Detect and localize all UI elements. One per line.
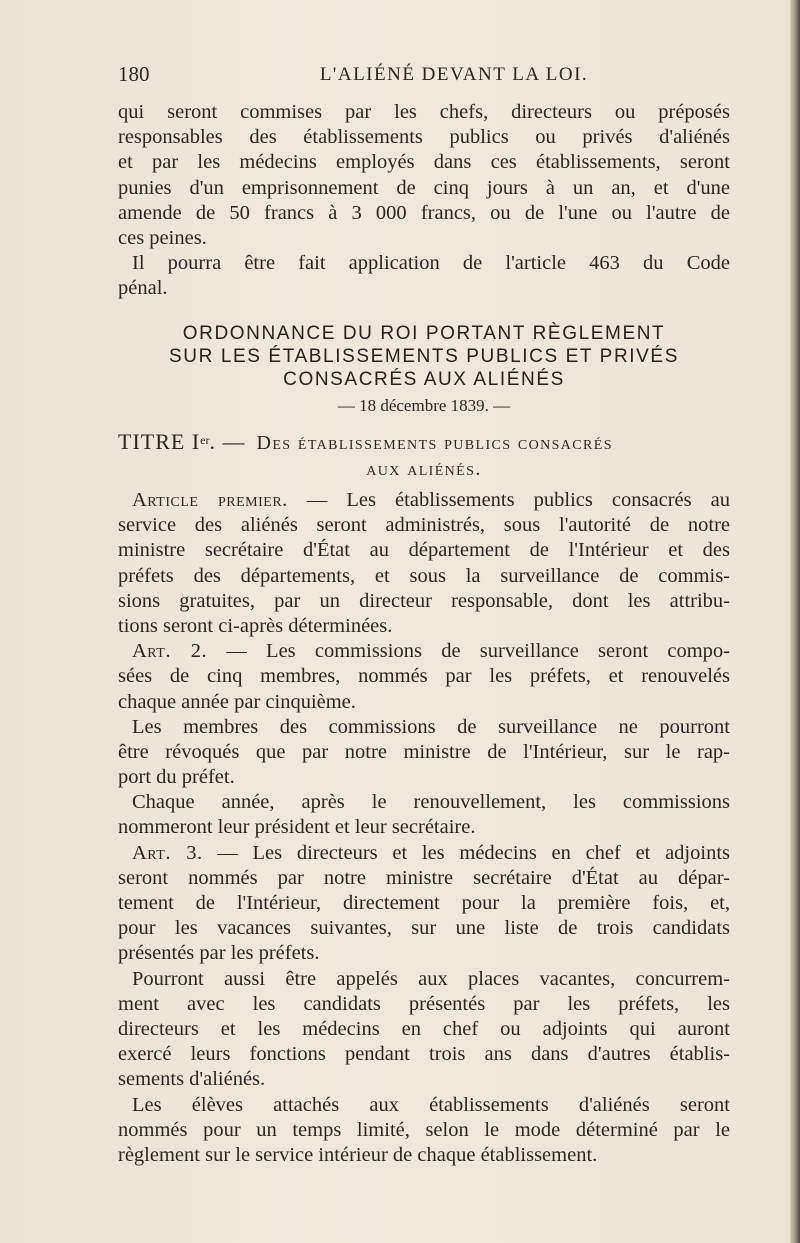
text-line: port du préfet. — [118, 766, 235, 789]
text-line: Les élèves attachés aux établissements d'aliénés seront — [132, 1093, 730, 1116]
article-3-first-line — [118, 841, 730, 866]
titre-sup: er — [200, 433, 210, 447]
text-line: tions seront ci-après déterminées. — [118, 614, 393, 637]
page-header — [118, 62, 730, 92]
ordonnance-title — [118, 322, 730, 391]
ordonnance-title-line: SUR LES ÉTABLISSEMENTS PUBLICS ET PRIVÉS — [169, 346, 679, 367]
text-line: pour les vacances suivantes, sur une liste de trois candidats — [118, 917, 730, 940]
text-line: préfets des départements, et sous la surveillance de commis- — [118, 564, 730, 587]
titre-label: TITRE I — [118, 429, 201, 454]
text-line: responsables des établissements publics ou privés d'aliénés — [118, 126, 730, 149]
text-line: Les membres des commissions de surveillance ne pourront — [132, 715, 730, 738]
text-line: règlement sur le service intérieur de chaque établissement. — [118, 1143, 598, 1166]
text-line: être révoqués que par notre ministre de l'Intérieur, sur le rap- — [118, 740, 730, 763]
article-3-text: — Les directeurs et les médecins en chef et adjoints — [217, 841, 730, 864]
article-1-text: — Les établissements publics consacrés au — [306, 489, 730, 511]
titre-heading-line2: aux aliénés. — [366, 458, 482, 480]
text-line: pénal. — [118, 277, 168, 300]
text-line: ministre secrétaire d'État au département de l'Intérieur et des — [118, 539, 730, 562]
article-1-label: Article premier. — [132, 489, 288, 511]
text-line: punies d'un emprisonnement de cinq jours à un an, et d'une — [118, 176, 730, 199]
text-line: sions gratuites, par un directeur responsable, dont les attribu- — [118, 589, 730, 612]
titre-dash: . — — [209, 429, 246, 454]
text-line: sées de cinq membres, nommés par les préfets, et renouvelés — [118, 665, 730, 688]
text-line: exercé leurs fonctions pendant trois ans dans d'autres établis- — [118, 1043, 730, 1066]
titre-heading-text: Des établissements publics consacrés — [256, 432, 613, 454]
text-line: nommeront leur président et leur secrétaire. — [118, 816, 476, 839]
text-line: ces peines. — [118, 226, 207, 249]
intro-paragraph — [118, 100, 730, 302]
text-line: et par les médecins employés dans ces établissements, seront — [118, 151, 730, 174]
ordonnance-title-line: ORDONNANCE DU ROI PORTANT RÈGLEMENT — [182, 323, 666, 344]
ordonnance-date: — 18 décembre 1839. — — [337, 396, 511, 415]
page-edge — [790, 0, 800, 1243]
text-line: présentés par les préfets. — [118, 942, 320, 965]
page-number: 180 — [118, 62, 150, 86]
text-line: nommés pour un temps limité, selon le mode déterminé par le — [118, 1118, 730, 1141]
article-2-text: — Les commissions de surveillance seront compo- — [226, 640, 730, 663]
text-line: sements d'aliénés. — [118, 1068, 266, 1091]
text-line: Chaque année, après le renouvellement, les commissions — [132, 791, 730, 814]
article-1-first-line — [118, 488, 730, 513]
titre-heading — [118, 428, 730, 482]
article-2-first-line — [118, 639, 730, 664]
text-line: chaque année par cinquième. — [118, 690, 356, 713]
ordonnance-title-line: CONSACRÉS AUX ALIÉNÉS — [283, 369, 565, 390]
text-line: directeurs et les médecins en chef ou adjoints qui auront — [118, 1017, 730, 1040]
text-line: seront nommés par notre ministre secrétaire d'État au dépar- — [118, 866, 730, 889]
articles — [118, 488, 730, 1168]
text-line: Pourront aussi être appelés aux places vacantes, concurrem- — [132, 967, 730, 990]
text-line: amende de 50 francs à 3 000 francs, ou de l'une ou l'autre de — [118, 201, 730, 224]
running-head: L'ALIÉNÉ DEVANT LA LOI. — [319, 64, 589, 85]
article-2-label: Art. 2. — [132, 640, 208, 663]
text-line: service des aliénés seront administrés, sous l'autorité de notre — [118, 514, 730, 537]
text-line: qui seront commises par les chefs, directeurs ou préposés — [118, 101, 730, 123]
text-line: Il pourra être fait application de l'article 463 du Code — [132, 252, 730, 275]
text-line: tement de l'Intérieur, directement pour la première fois, et, — [118, 892, 730, 914]
text-line: ment avec les candidats présentés par les préfets, les — [118, 992, 730, 1015]
article-3-label: Art. 3. — [132, 841, 203, 864]
